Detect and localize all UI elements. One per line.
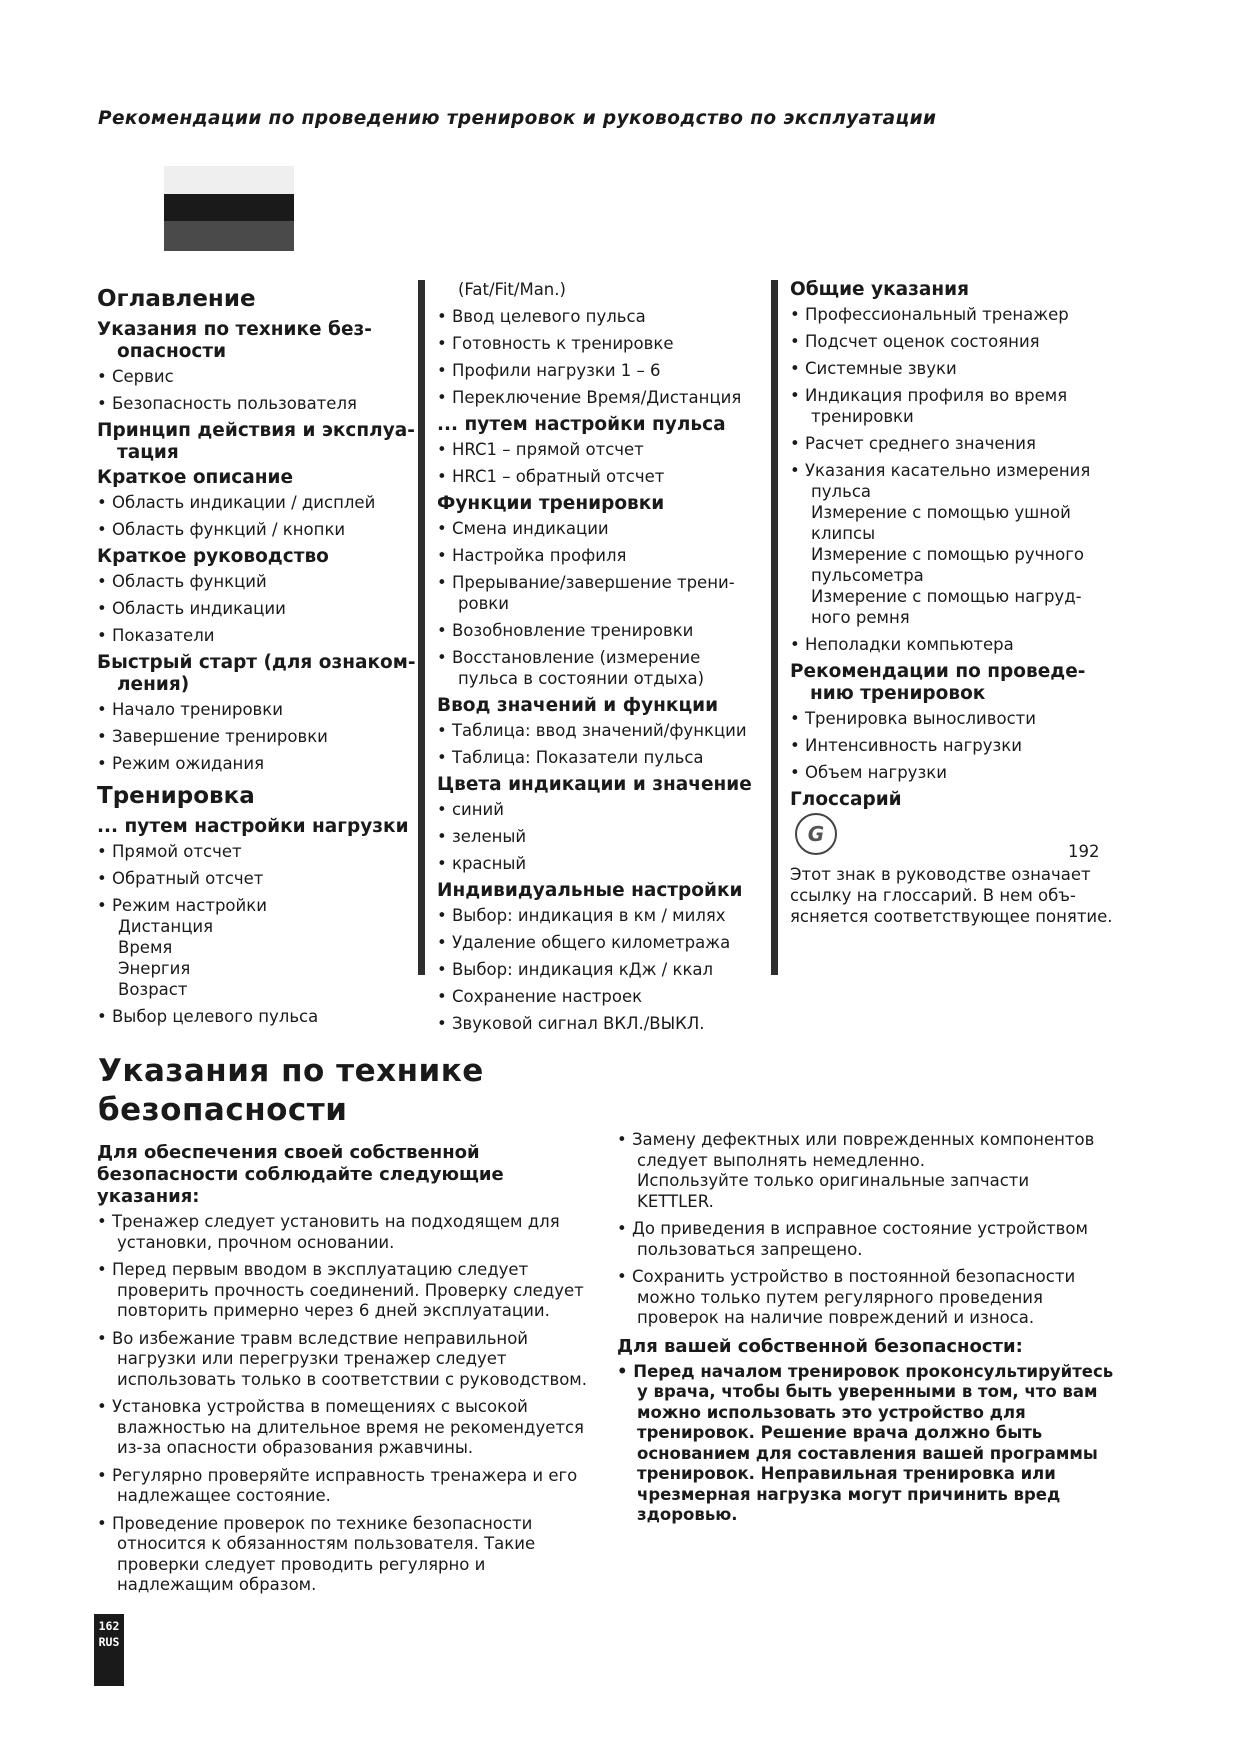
toc-item xyxy=(97,1006,417,1027)
toc-line: Принцип действия и эксплуа- xyxy=(97,420,415,441)
toc-item xyxy=(437,986,767,1007)
safety-bullet-line: надлежащее состояние. xyxy=(117,1486,331,1505)
toc-line: • Настройка профиля xyxy=(437,546,627,565)
safety-strong-bullet xyxy=(617,1362,1137,1526)
toc-line: Энергия xyxy=(118,959,191,978)
toc-item xyxy=(437,853,767,874)
safety-lead-line: безопасности соблюдайте следующие xyxy=(97,1164,504,1185)
toc-line: Цвета индикации и значение xyxy=(437,774,752,795)
toc-item xyxy=(437,360,767,381)
toc-heading xyxy=(97,652,417,696)
toc-item xyxy=(437,333,767,354)
toc-item xyxy=(790,433,1120,454)
toc-heading xyxy=(790,789,1120,811)
toc-line: • Таблица: ввод значений/функции xyxy=(437,721,747,740)
toc-line: Дистанция xyxy=(118,917,214,936)
toc-column-1 xyxy=(97,277,417,1033)
safety-bullet-line: влажностью на длительное время не рекомендуется xyxy=(117,1417,584,1437)
toc-line: Время xyxy=(118,938,173,957)
safety-strong-line: чрезмерная нагрузка могут причинить вред xyxy=(637,1484,1061,1504)
page-language: RUS xyxy=(98,1635,120,1649)
flag-stripe-black xyxy=(164,194,294,221)
toc-line: • Удаление общего километража xyxy=(437,933,731,952)
safety-lead xyxy=(97,1142,617,1208)
toc-item xyxy=(437,306,767,327)
toc-item xyxy=(437,647,767,689)
safety-strong-line: можно использовать это устройство для xyxy=(637,1402,1026,1422)
toc-line: • красный xyxy=(437,854,527,873)
glossary-note-line: Этот знак в руководстве означает xyxy=(790,865,1091,884)
toc-line: • Начало тренировки xyxy=(97,700,283,719)
toc-line: ления) xyxy=(117,674,190,695)
toc-item xyxy=(97,598,417,619)
safety-bullet xyxy=(97,1329,617,1391)
safety-strong-line: у врача, чтобы быть уверенными в том, что вам xyxy=(637,1382,1098,1401)
toc-item xyxy=(97,625,417,646)
toc-line: • Область индикации xyxy=(97,599,286,618)
safety-section-title xyxy=(98,1052,484,1130)
toc-line: Ввод значений и функции xyxy=(437,695,719,716)
toc-line: • Безопасность пользователя xyxy=(97,394,357,413)
safety-lead-line: указания: xyxy=(97,1186,200,1207)
toc-line: ного ремня xyxy=(811,608,910,627)
safety-bullet-line: проверить прочность соединений. Проверку следует xyxy=(117,1280,584,1300)
toc-heading xyxy=(97,816,417,838)
safety-bullet-line: нагрузки или перегрузки тренажер следует xyxy=(117,1349,507,1368)
column-rule-1 xyxy=(418,280,425,975)
toc-item xyxy=(437,720,767,741)
toc-item xyxy=(97,895,417,1000)
column-rule-2 xyxy=(771,280,778,975)
toc-line: Глоссарий xyxy=(790,789,902,810)
safety-bullet-line: • Во избежание травм вследствие неправильной xyxy=(97,1328,529,1348)
safety-title-line: безопасности xyxy=(98,1092,348,1128)
safety-bullet-line: из-за опасности образования ржавчины. xyxy=(117,1438,474,1457)
toc-item xyxy=(437,279,767,300)
toc-item xyxy=(97,571,417,592)
toc-line: • Режим ожидания xyxy=(97,754,264,773)
toc-section-heading: Тренировка xyxy=(97,783,255,809)
toc-line: • Неполадки компьютера xyxy=(790,635,1014,654)
toc-item xyxy=(437,826,767,847)
toc-heading xyxy=(437,414,767,436)
safety-strong-line: тренировок. Решение врача должно быть xyxy=(637,1423,1043,1442)
safety-bullet xyxy=(97,1466,617,1507)
toc-item xyxy=(437,572,767,614)
toc-item xyxy=(437,905,767,926)
toc-line: пульсометра xyxy=(811,566,924,585)
page-number-tab xyxy=(94,1614,124,1686)
toc-item xyxy=(437,620,767,641)
safety-strong-line: тренировок. Неправильная тренировка или xyxy=(637,1464,1056,1483)
toc-line: Функции тренировки xyxy=(437,493,665,514)
safety-bullet-line: • Регулярно проверяйте исправность тренажера и его xyxy=(97,1465,578,1485)
toc-line: • Переключение Время/Дистанция xyxy=(437,388,742,407)
toc-line: • Таблица: Показатели пульса xyxy=(437,748,704,767)
glossary-page-number: 192 xyxy=(1068,842,1100,861)
toc-line: • Интенсивность нагрузки xyxy=(790,736,1022,755)
safety-bullet-line: • Сохранить устройство в постоянной безопасности xyxy=(617,1267,1076,1286)
toc-item xyxy=(437,959,767,980)
toc-line: (Fat/Fit/Man.) xyxy=(458,280,566,299)
toc-item xyxy=(97,753,417,774)
toc-column-3 xyxy=(790,277,1120,814)
toc-line: • Выбор целевого пульса xyxy=(97,1007,319,1026)
toc-line: Краткое описание xyxy=(97,467,294,488)
glossary-g-icon: G xyxy=(795,813,837,855)
safety-bullet-line: проверок на наличие повреждений и износа. xyxy=(637,1308,1035,1327)
safety-strong-line: основанием для составления вашей программы xyxy=(637,1443,1098,1463)
toc-line: • Указания касательно измерения xyxy=(790,461,1091,480)
toc-heading xyxy=(790,279,1120,301)
glossary-note-line: ссылку на глоссарий. В нем объ- xyxy=(790,886,1076,905)
safety-bullet-line: • Установка устройства в помещениях с высокой xyxy=(97,1397,528,1416)
safety-bullet-line: • Тренажер следует установить на подходящем для xyxy=(97,1212,560,1231)
safety-right-heading: Для вашей собственной безопасности: xyxy=(617,1335,1023,1357)
toc-line: нию тренировок xyxy=(810,683,986,704)
toc-item xyxy=(790,634,1120,655)
toc-line: • Возобновление тренировки xyxy=(437,621,694,640)
toc-line: ровки xyxy=(458,594,509,613)
toc-line: ... путем настройки нагрузки xyxy=(97,816,409,837)
safety-bullet xyxy=(97,1397,617,1459)
toc-line: опасности xyxy=(117,341,227,362)
toc-item xyxy=(97,519,417,540)
toc-item xyxy=(437,932,767,953)
toc-line: • Подсчет оценок состояния xyxy=(790,332,1040,351)
safety-bullet-line: • Замену дефектных или поврежденных компонентов xyxy=(617,1130,1095,1149)
toc-item xyxy=(97,699,417,720)
toc-line: • Прямой отсчет xyxy=(97,842,242,861)
toc-line: • Расчет среднего значения xyxy=(790,434,1036,453)
toc-item xyxy=(437,466,767,487)
toc-line: • Ввод целевого пульса xyxy=(437,307,646,326)
safety-bullet-line: • Перед первым вводом в эксплуатацию следует xyxy=(97,1260,529,1279)
safety-bullet xyxy=(97,1212,617,1253)
toc-line: • Сохранение настроек xyxy=(437,987,643,1006)
safety-bullet xyxy=(97,1260,617,1322)
toc-item xyxy=(790,735,1120,756)
toc-item xyxy=(437,747,767,768)
toc-item xyxy=(790,385,1120,427)
toc-line: Указания по технике без- xyxy=(97,319,372,340)
toc-line: • Сервис xyxy=(97,367,174,386)
toc-line: • Профили нагрузки 1 – 6 xyxy=(437,361,661,380)
toc-heading xyxy=(437,774,767,796)
toc-item xyxy=(437,439,767,460)
toc-line: • Выбор: индикация кДж / ккал xyxy=(437,960,714,979)
toc-section-heading: Оглавление xyxy=(97,286,256,312)
toc-line: • зеленый xyxy=(437,827,527,846)
toc-item xyxy=(790,358,1120,379)
toc-line: • Индикация профиля во время xyxy=(790,386,1068,405)
safety-bullet-line: Используйте только оригинальные запчасти xyxy=(637,1171,1030,1190)
toc-line: тация xyxy=(117,442,179,463)
toc-item xyxy=(97,868,417,889)
toc-line: пульса в состоянии отдыха) xyxy=(458,669,705,688)
toc-line: пульса xyxy=(811,482,872,501)
toc-line: Возраст xyxy=(118,980,188,999)
safety-bullet-line: следует выполнять немедленно. xyxy=(637,1150,925,1170)
toc-line: • Выбор: индикация в км / милях xyxy=(437,906,726,925)
toc-line: Общие указания xyxy=(790,279,970,300)
safety-bullet-line: • Проведение проверок по технике безопасности xyxy=(97,1513,533,1533)
toc-line: тренировки xyxy=(811,407,914,426)
toc-line: • HRC1 – обратный отсчет xyxy=(437,467,665,486)
toc-line: • Обратный отсчет xyxy=(97,869,264,888)
safety-bullet-line: использовать только в соответствии с руководством. xyxy=(117,1369,587,1389)
flag-stripe-white xyxy=(164,166,294,194)
toc-heading xyxy=(97,467,417,489)
toc-line: • Завершение тренировки xyxy=(97,727,328,746)
safety-bullet-line: установки, прочном основании. xyxy=(117,1232,395,1252)
safety-bullet xyxy=(617,1267,1137,1329)
toc-line: • Область функций / кнопки xyxy=(97,520,346,539)
toc-item xyxy=(97,393,417,414)
safety-bullet xyxy=(97,1514,617,1596)
safety-bullet xyxy=(617,1219,1137,1260)
safety-bullet-line: можно только путем регулярного проведения xyxy=(637,1287,1043,1307)
glossary-note xyxy=(790,864,1120,927)
toc-item xyxy=(437,545,767,566)
toc-item xyxy=(97,726,417,747)
toc-item xyxy=(97,366,417,387)
toc-item xyxy=(437,518,767,539)
safety-bullet-line: надлежащим образом. xyxy=(117,1575,317,1594)
toc-line: • Прерывание/завершение трени- xyxy=(437,573,735,592)
toc-line: • Объем нагрузки xyxy=(790,763,947,782)
safety-right-column xyxy=(617,1130,1137,1533)
toc-line: • Профессиональный тренажер xyxy=(790,305,1069,324)
toc-item xyxy=(790,708,1120,729)
toc-line: Рекомендации по проведе- xyxy=(790,661,1086,682)
toc-item xyxy=(790,304,1120,325)
safety-bullet-line: пользоваться запрещено. xyxy=(637,1239,863,1259)
toc-line: • Область функций xyxy=(97,572,267,591)
flag-stripe-gray xyxy=(164,221,294,251)
toc-item xyxy=(437,387,767,408)
toc-line: Измерение с помощью ушной xyxy=(811,503,1071,522)
safety-strong-line: здоровью. xyxy=(637,1505,738,1524)
toc-item xyxy=(97,492,417,513)
safety-bullet-line: проверки следует проводить регулярно и xyxy=(117,1554,486,1574)
toc-line: Краткое руководство xyxy=(97,546,329,567)
safety-bullet xyxy=(617,1130,1137,1212)
safety-bullet-line: • До приведения в исправное состояние устройством xyxy=(617,1219,1088,1238)
safety-bullet-line: KETTLER. xyxy=(637,1191,714,1211)
toc-heading xyxy=(437,493,767,515)
toc-line: • Системные звуки xyxy=(790,359,957,378)
safety-bullet-line: относится к обязанностям пользователя. Такие xyxy=(117,1534,536,1553)
toc-heading xyxy=(790,661,1120,705)
toc-line: • HRC1 – прямой отсчет xyxy=(437,440,644,459)
toc-item xyxy=(790,460,1120,628)
safety-strong-line: • Перед началом тренировок проконсультируйтесь xyxy=(617,1361,1114,1381)
toc-line: • синий xyxy=(437,800,505,819)
toc-heading xyxy=(437,880,767,902)
document-header: Рекомендации по проведению тренировок и руководство по эксплуатации xyxy=(98,108,937,129)
safety-left-column xyxy=(97,1142,617,1603)
toc-line: • Готовность к тренировке xyxy=(437,334,674,353)
safety-lead-line: Для обеспечения своей собственной xyxy=(97,1142,480,1163)
toc-line: Быстрый старт (для ознаком- xyxy=(97,652,416,673)
toc-line: Индивидуальные настройки xyxy=(437,880,743,901)
safety-bullet-line: повторить примерно через 6 дней эксплуатации. xyxy=(117,1301,550,1320)
toc-line: • Смена индикации xyxy=(437,519,609,538)
safety-title-line: Указания по технике xyxy=(98,1053,484,1089)
toc-item xyxy=(790,331,1120,352)
toc-line: клипсы xyxy=(811,524,876,543)
toc-line: • Восстановление (измерение xyxy=(437,648,701,667)
toc-item xyxy=(790,762,1120,783)
toc-heading xyxy=(97,546,417,568)
toc-heading xyxy=(97,319,417,363)
toc-line: • Звуковой сигнал ВКЛ./ВЫКЛ. xyxy=(437,1014,705,1033)
toc-item xyxy=(437,799,767,820)
toc-item xyxy=(437,1013,767,1034)
toc-item xyxy=(97,841,417,862)
toc-heading xyxy=(97,420,417,464)
glossary-note-line: ясняется соответствующее понятие. xyxy=(790,907,1113,926)
toc-line: • Режим настройки xyxy=(97,896,267,915)
page-number: 162 xyxy=(98,1619,120,1633)
toc-line: ... путем настройки пульса xyxy=(437,414,726,435)
toc-line: Измерение с помощью ручного xyxy=(811,545,1085,564)
toc-line: • Тренировка выносливости xyxy=(790,709,1037,728)
toc-line: • Показатели xyxy=(97,626,215,645)
toc-line: • Область индикации / дисплей xyxy=(97,493,376,512)
toc-line: Измерение с помощью нагруд- xyxy=(811,587,1082,606)
toc-heading xyxy=(437,695,767,717)
toc-column-2 xyxy=(437,277,767,1040)
